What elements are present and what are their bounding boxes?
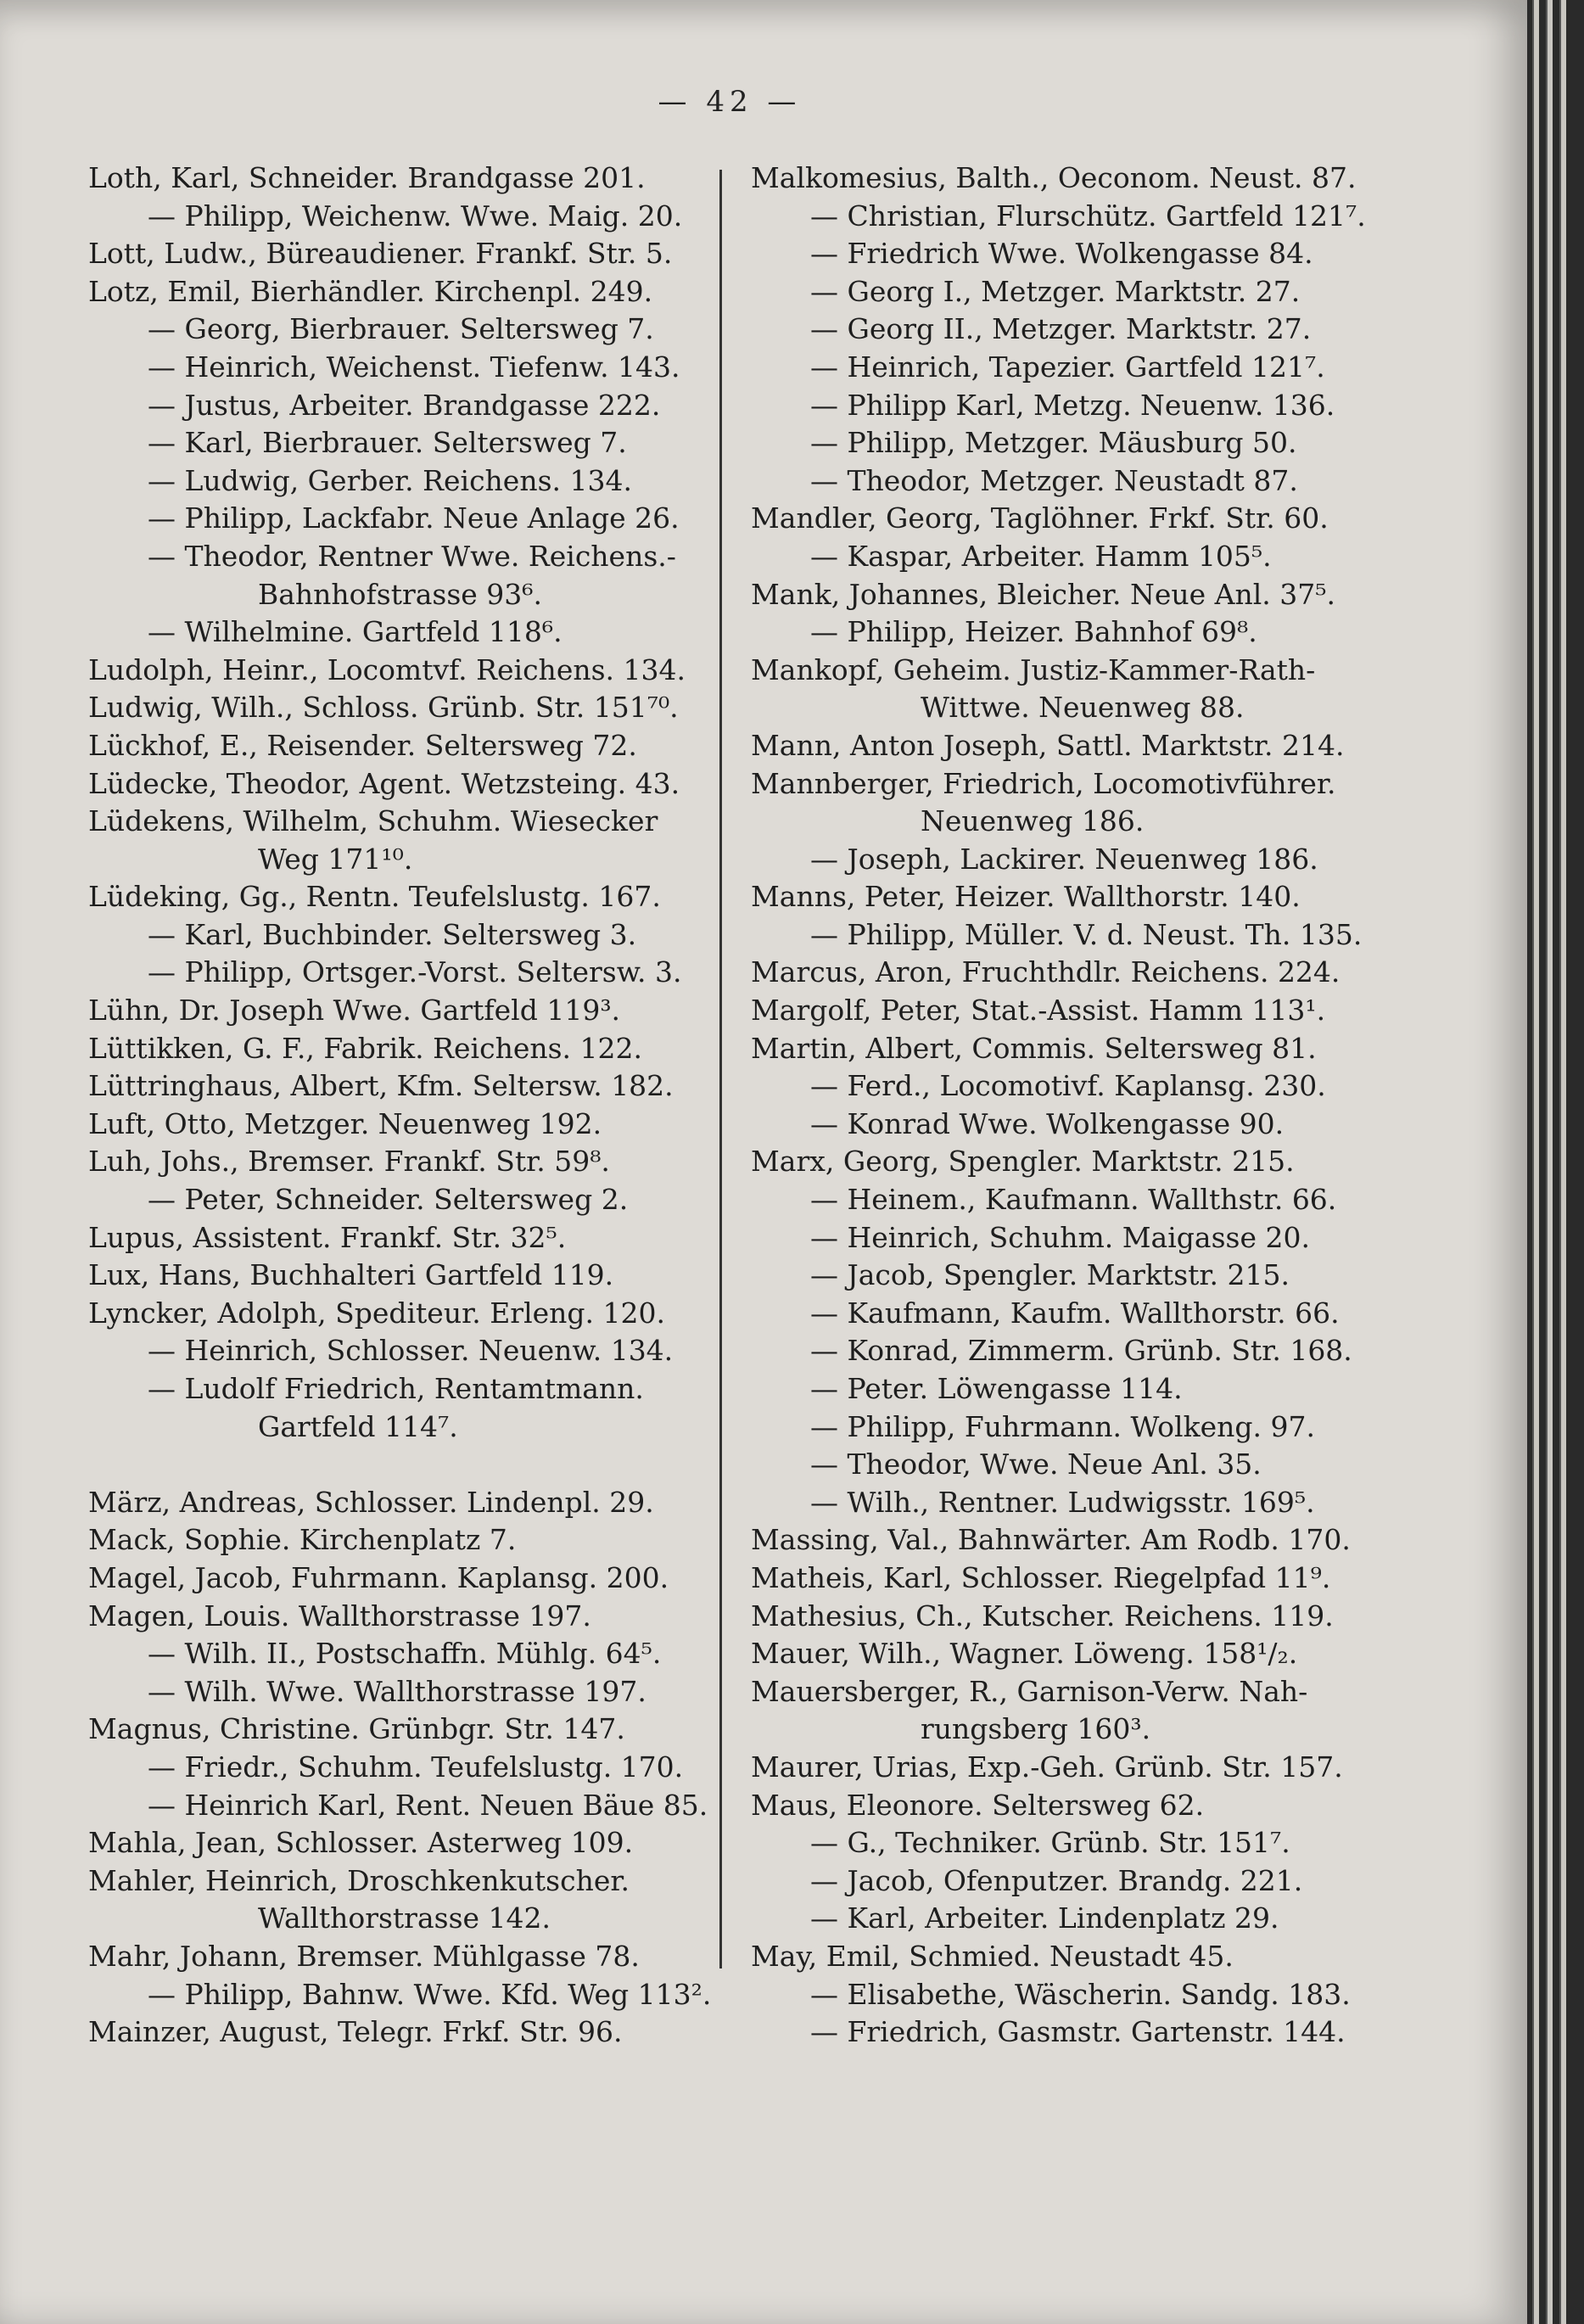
directory-entry-line: Maurer, Urias, Exp.-Geh. Grünb. Str. 157. — [751, 1750, 1343, 1784]
directory-entry-line: Wittwe. Neuenweg 88. — [921, 691, 1245, 725]
directory-entry-line: — Georg II., Metzger. Marktstr. 27. — [810, 312, 1312, 346]
directory-entry-line: Lupus, Assistent. Frankf. Str. 32⁵. — [88, 1220, 567, 1254]
directory-entry-line: rungsberg 160³. — [921, 1712, 1151, 1746]
directory-entry-line: Mathesius, Ch., Kutscher. Reichens. 119. — [751, 1599, 1334, 1632]
directory-entry-line: — Theodor, Metzger. Neustadt 87. — [810, 463, 1298, 497]
directory-entry-line: — Ludwig, Gerber. Reichens. 134. — [148, 463, 632, 497]
directory-entry-line: Magen, Louis. Wallthorstrasse 197. — [88, 1599, 591, 1632]
directory-entry-line: — Philipp, Heizer. Bahnhof 69⁸. — [810, 615, 1257, 649]
directory-entry-line: Gartfeld 114⁷. — [258, 1409, 458, 1443]
directory-entry-line: Lüttikken, G. F., Fabrik. Reichens. 122. — [88, 1031, 642, 1065]
directory-entry-line: Mahr, Johann, Bremser. Mühlgasse 78. — [88, 1939, 640, 1973]
directory-entry-line: Mank, Johannes, Bleicher. Neue Anl. 37⁵. — [751, 577, 1335, 611]
directory-entry-line: — Justus, Arbeiter. Brandgasse 222. — [148, 388, 661, 422]
directory-entry-line: — Georg I., Metzger. Marktstr. 27. — [810, 274, 1301, 308]
page-edge — [1532, 0, 1539, 2324]
directory-entry-line: Mauersberger, R., Garnison-Verw. Nah- — [751, 1674, 1308, 1708]
directory-entry-line: Magel, Jacob, Fuhrmann. Kaplansg. 200. — [88, 1560, 669, 1594]
directory-entry-line: Mannberger, Friedrich, Locomotivführer. — [751, 766, 1336, 800]
right-column — [751, 160, 1379, 2052]
directory-entry-line: Mauer, Wilh., Wagner. Löweng. 158¹/₂. — [751, 1637, 1298, 1671]
directory-entry-line: — Theodor, Rentner Wwe. Reichens.- — [148, 539, 676, 573]
directory-entry-line: Luft, Otto, Metzger. Neuenweg 192. — [88, 1106, 602, 1140]
directory-entry-line: Ludolph, Heinr., Locomtvf. Reichens. 134. — [88, 652, 686, 686]
directory-entry-line: — Kaspar, Arbeiter. Hamm 105⁵. — [810, 539, 1272, 573]
directory-entry-line: — Peter, Schneider. Seltersweg 2. — [148, 1183, 629, 1217]
directory-entry-line: — Joseph, Lackirer. Neuenweg 186. — [810, 842, 1318, 876]
directory-entry-line: — Karl, Bierbrauer. Seltersweg 7. — [148, 426, 627, 460]
directory-entry-line: — Heinrich, Weichenst. Tiefenw. 143. — [148, 350, 680, 384]
directory-entry-line: Mankopf, Geheim. Justiz-Kammer-Rath- — [751, 652, 1316, 686]
directory-entry-line: Ludwig, Wilh., Schloss. Grünb. Str. 151⁷⁰. — [88, 691, 679, 725]
directory-entry-line: März, Andreas, Schlosser. Lindenpl. 29. — [88, 1485, 654, 1519]
directory-entry-line: Lüttringhaus, Albert, Kfm. Seltersw. 182. — [88, 1069, 674, 1103]
directory-entry-line: Luh, Johs., Bremser. Frankf. Str. 59⁸. — [88, 1145, 610, 1179]
directory-entry-line: — Konrad Wwe. Wolkengasse 90. — [810, 1106, 1285, 1140]
directory-entry-line: — Wilh. II., Postschaffn. Mühlg. 64⁵. — [148, 1637, 662, 1671]
directory-entry-line: — Elisabethe, Wäscherin. Sandg. 183. — [810, 1977, 1351, 2011]
directory-entry-line: Mainzer, August, Telegr. Frkf. Str. 96. — [88, 2015, 623, 2049]
directory-entry-line: — Wilh. Wwe. Wallthorstrasse 197. — [148, 1674, 646, 1708]
directory-entry-line: Mahla, Jean, Schlosser. Asterweg 109. — [88, 1826, 634, 1860]
page-edge — [1559, 0, 1566, 2324]
directory-entry-line: Neuenweg 186. — [921, 804, 1145, 838]
directory-entry-line: — Jacob, Ofenputzer. Brandg. 221. — [810, 1863, 1303, 1897]
directory-entry-line: — Ludolf Friedrich, Rentamtmann. — [148, 1372, 644, 1405]
directory-entry-line: Marx, Georg, Spengler. Marktstr. 215. — [751, 1145, 1295, 1179]
directory-entry-line: — G., Techniker. Grünb. Str. 151⁷. — [810, 1826, 1290, 1860]
directory-entry-line: — Philipp, Bahnw. Wwe. Kfd. Weg 113². — [148, 1977, 712, 2011]
directory-entry-line: — Karl, Arbeiter. Lindenplatz 29. — [810, 1901, 1279, 1935]
directory-entry-line: Loth, Karl, Schneider. Brandgasse 201. — [88, 161, 646, 194]
directory-entry-line: Bahnhofstrasse 93⁶. — [258, 577, 543, 611]
directory-entry-line: — Philipp, Müller. V. d. Neust. Th. 135. — [810, 917, 1363, 951]
directory-entry-line — [88, 1446, 716, 1484]
directory-entry-line: — Theodor, Wwe. Neue Anl. 35. — [810, 1448, 1262, 1481]
directory-entry-line: Manns, Peter, Heizer. Wallthorstr. 140. — [751, 880, 1301, 914]
directory-entry-line: Mandler, Georg, Taglöhner. Frkf. Str. 60. — [751, 501, 1329, 535]
directory-entry-line: Magnus, Christine. Grünbgr. Str. 147. — [88, 1712, 625, 1746]
directory-entry-line: — Kaufmann, Kaufm. Wallthorstr. 66. — [810, 1296, 1340, 1330]
directory-entry-line: Margolf, Peter, Stat.-Assist. Hamm 113¹. — [751, 994, 1326, 1028]
directory-entry-line: — Philipp, Lackfabr. Neue Anlage 26. — [148, 501, 680, 535]
directory-entry-line: Martin, Albert, Commis. Seltersweg 81. — [751, 1031, 1317, 1065]
directory-entry-line: — Friedrich, Gasmstr. Gartenstr. 144. — [810, 2015, 1346, 2049]
directory-entry-line: Mahler, Heinrich, Droschkenkutscher. — [88, 1863, 630, 1897]
directory-entry-line: — Peter. Löwengasse 114. — [810, 1372, 1183, 1405]
directory-entry-line: — Ferd., Locomotivf. Kaplansg. 230. — [810, 1069, 1326, 1103]
directory-entry-line: — Philipp, Weichenw. Wwe. Maig. 20. — [148, 199, 683, 232]
directory-entry-line: — Friedr., Schuhm. Teufelslustg. 170. — [148, 1750, 684, 1784]
directory-entry-line: May, Emil, Schmied. Neustadt 45. — [751, 1939, 1234, 1973]
directory-entry-line: Massing, Val., Bahnwärter. Am Rodb. 170. — [751, 1523, 1351, 1557]
directory-entry-line: Lüdekens, Wilhelm, Schuhm. Wiesecker — [88, 804, 658, 838]
column-divider — [719, 170, 722, 1968]
directory-entry-line: Matheis, Karl, Schlosser. Riegelpfad 11⁹. — [751, 1560, 1331, 1594]
directory-entry-line: — Philipp, Ortsger.-Vorst. Seltersw. 3. — [148, 955, 682, 989]
directory-entry-line: — Karl, Buchbinder. Seltersweg 3. — [148, 917, 637, 951]
directory-entry-line: — Georg, Bierbrauer. Seltersweg 7. — [148, 312, 654, 346]
directory-entry-line: Maus, Eleonore. Seltersweg 62. — [751, 1788, 1205, 1822]
directory-entry-line: Mann, Anton Joseph, Sattl. Marktstr. 214. — [751, 728, 1345, 762]
directory-entry-line: — Wilh., Rentner. Ludwigsstr. 169⁵. — [810, 1485, 1315, 1519]
directory-entry-line: Weg 171¹⁰. — [258, 842, 413, 876]
directory-entry-line: — Heinrich, Schlosser. Neuenw. 134. — [148, 1334, 674, 1368]
directory-entry-line: Lüdeking, Gg., Rentn. Teufelslustg. 167. — [88, 880, 661, 914]
directory-entry-line: — Heinrich, Tapezier. Gartfeld 121⁷. — [810, 350, 1325, 384]
directory-entry-line: — Heinem., Kaufmann. Wallthstr. 66. — [810, 1183, 1337, 1217]
directory-entry-line: Lyncker, Adolph, Spediteur. Erleng. 120. — [88, 1296, 665, 1330]
directory-entry-line: — Philipp, Fuhrmann. Wolkeng. 97. — [810, 1409, 1315, 1443]
directory-entry-line: — Heinrich, Schuhm. Maigasse 20. — [810, 1220, 1310, 1254]
directory-entry-line: Lux, Hans, Buchhalteri Gartfeld 119. — [88, 1258, 614, 1292]
directory-entry-line: Lotz, Emil, Bierhändler. Kirchenpl. 249. — [88, 274, 653, 308]
directory-entry-line: Mack, Sophie. Kirchenplatz 7. — [88, 1523, 517, 1557]
directory-entry-line: Lückhof, E., Reisender. Seltersweg 72. — [88, 728, 637, 762]
directory-entry-line: Lott, Ludw., Büreaudiener. Frankf. Str. 5. — [88, 237, 673, 271]
directory-entry-line: Marcus, Aron, Fruchthdlr. Reichens. 224. — [751, 955, 1341, 989]
directory-entry-line: Malkomesius, Balth., Oeconom. Neust. 87. — [751, 161, 1357, 194]
page-number: — 42 — — [658, 85, 802, 119]
directory-entry-line: — Friedrich Wwe. Wolkengasse 84. — [810, 237, 1313, 271]
left-column — [88, 160, 716, 2052]
directory-entry-line: Wallthorstrasse 142. — [258, 1901, 551, 1935]
directory-entry-line: Lühn, Dr. Joseph Wwe. Gartfeld 119³. — [88, 994, 621, 1028]
directory-entry-line: — Philipp, Metzger. Mäusburg 50. — [810, 426, 1297, 460]
directory-entry-line: — Wilhelmine. Gartfeld 118⁶. — [148, 615, 563, 649]
directory-entry-line: Lüdecke, Theodor, Agent. Wetzsteing. 43. — [88, 766, 680, 800]
directory-entry-line: — Jacob, Spengler. Marktstr. 215. — [810, 1258, 1290, 1292]
page-edge — [1546, 0, 1553, 2324]
directory-entry-line: — Philipp Karl, Metzg. Neuenw. 136. — [810, 388, 1335, 422]
directory-entry-line: — Heinrich Karl, Rent. Neuen Bäue 85. — [148, 1788, 708, 1822]
directory-entry-line: — Konrad, Zimmerm. Grünb. Str. 168. — [810, 1334, 1352, 1368]
directory-entry-line: — Christian, Flurschütz. Gartfeld 121⁷. — [810, 199, 1366, 232]
